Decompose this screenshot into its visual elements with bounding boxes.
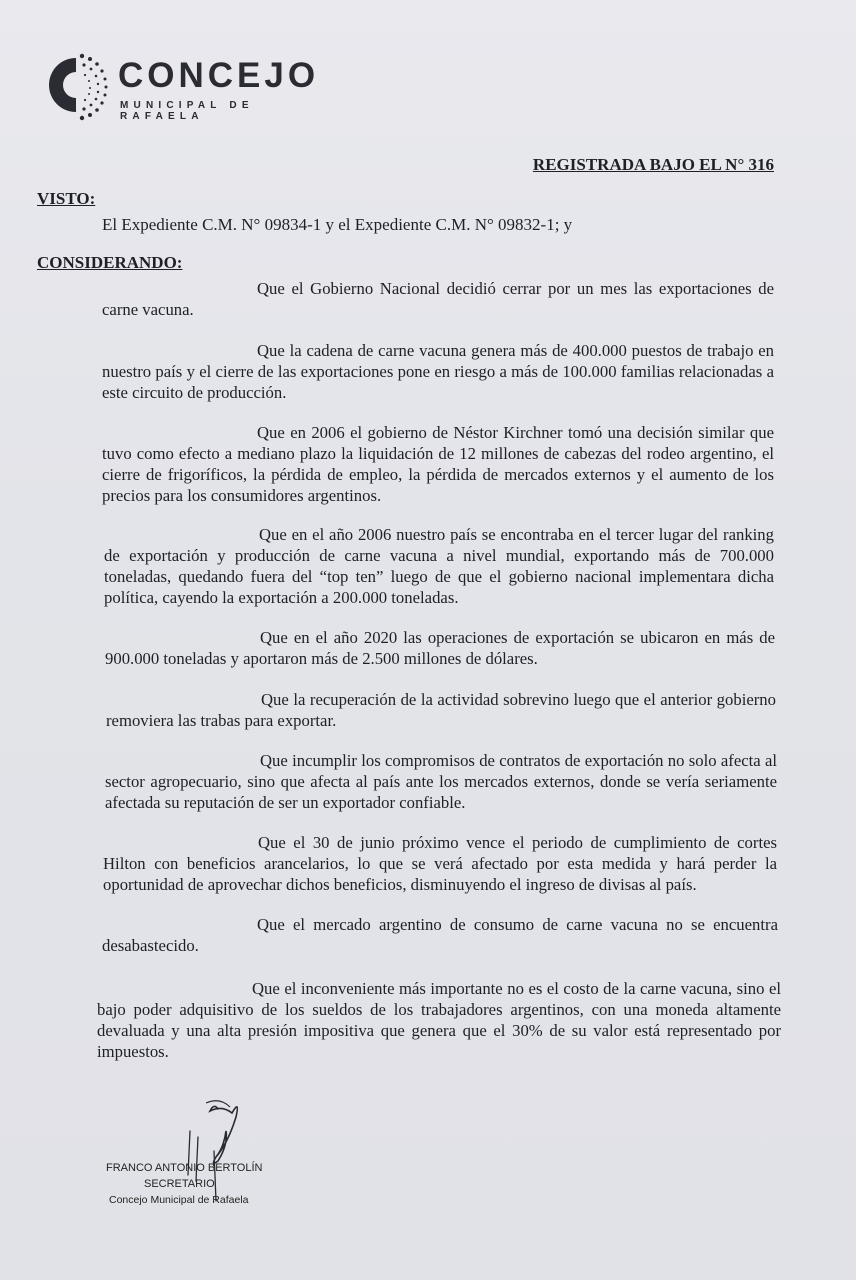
considerando-paragraph-7: Que incumplir los compromisos de contratos de exportación no solo afecta al sector agropecuario, sino que afecta al país ante los mercados externos, donde se vería seriamente afectada su reputación de ser un exportador confiable. bbox=[105, 751, 777, 812]
considerando-paragraph-3: Que en 2006 el gobierno de Néstor Kirchner tomó una decisión similar que tuvo como efecto a mediano plazo la liquidación de 12 millones de cabezas del rodeo argentino, el cierre de frigoríficos, la pérdida de empleo, la pérdida de mercados externos y el aumento de los precios para los consumidores argentinos. bbox=[102, 423, 774, 505]
signature-title: SECRETARIO bbox=[144, 1178, 215, 1190]
concejo-logo bbox=[40, 48, 340, 126]
visto-heading: VISTO: bbox=[37, 189, 96, 208]
logo-subtitle: MUNICIPAL DE RAFAELA bbox=[120, 100, 254, 122]
registration-number: REGISTRADA BAJO EL N° 316 bbox=[532, 155, 774, 174]
considerando-paragraph-1: Que el Gobierno Nacional decidió cerrar por un mes las exportaciones de carne vacuna. bbox=[102, 279, 774, 319]
considerando-paragraph-6: Que la recuperación de la actividad sobrevino luego que el anterior gobierno removiera las trabas para exportar. bbox=[106, 690, 776, 730]
considerando-paragraph-9: Que el mercado argentino de consumo de carne vacuna no se encuentra desabastecido. bbox=[102, 915, 778, 955]
considerando-paragraph-10: Que el inconveniente más importante no es el costo de la carne vacuna, sino el bajo poder adquisitivo de los sueldos de los trabajadores argentinos, con una moneda altamente devaluada y una alta presión impositiva que genera que el 30% de su valor está representado por impuestos. bbox=[97, 979, 781, 1061]
considerando-heading: CONSIDERANDO: bbox=[37, 253, 183, 272]
concejo-logo-icon bbox=[40, 48, 112, 126]
considerando-paragraph-2: Que la cadena de carne vacuna genera más de 400.000 puestos de trabajo en nuestro país y el cierre de las exportaciones pone en riesgo a más de 100.000 familias relacionadas a este circuito de producción. bbox=[102, 341, 774, 402]
considerando-paragraph-5: Que en el año 2020 las operaciones de exportación se ubicaron en más de 900.000 toneladas y aportaron más de 2.500 millones de dólares. bbox=[105, 628, 775, 668]
visto-text: El Expediente C.M. N° 09834-1 y el Expediente C.M. N° 09832-1; y bbox=[102, 215, 573, 234]
logo-title: CONCEJO bbox=[118, 56, 320, 95]
signature-block bbox=[100, 1095, 320, 1215]
considerando-paragraph-8: Que el 30 de junio próximo vence el periodo de cumplimiento de cortes Hilton con beneficios arancelarios, lo que se verá afectado por esta medida y hará perder la oportunidad de aprovechar dichos beneficios, disminuyendo el ingreso de divisas al país. bbox=[103, 833, 777, 894]
signature-name: FRANCO ANTONIO BERTOLÍN bbox=[106, 1162, 263, 1174]
considerando-paragraph-4: Que en el año 2006 nuestro país se encontraba en el tercer lugar del ranking de exportación y producción de carne vacuna a nivel mundial, exportando más de 700.000 toneladas, quedando fuera del “top ten” luego de que el gobierno nacional implementara dicha política, cayendo la exportación a 200.000 toneladas. bbox=[104, 525, 774, 607]
signature-institution: Concejo Municipal de Rafaela bbox=[109, 1194, 249, 1206]
